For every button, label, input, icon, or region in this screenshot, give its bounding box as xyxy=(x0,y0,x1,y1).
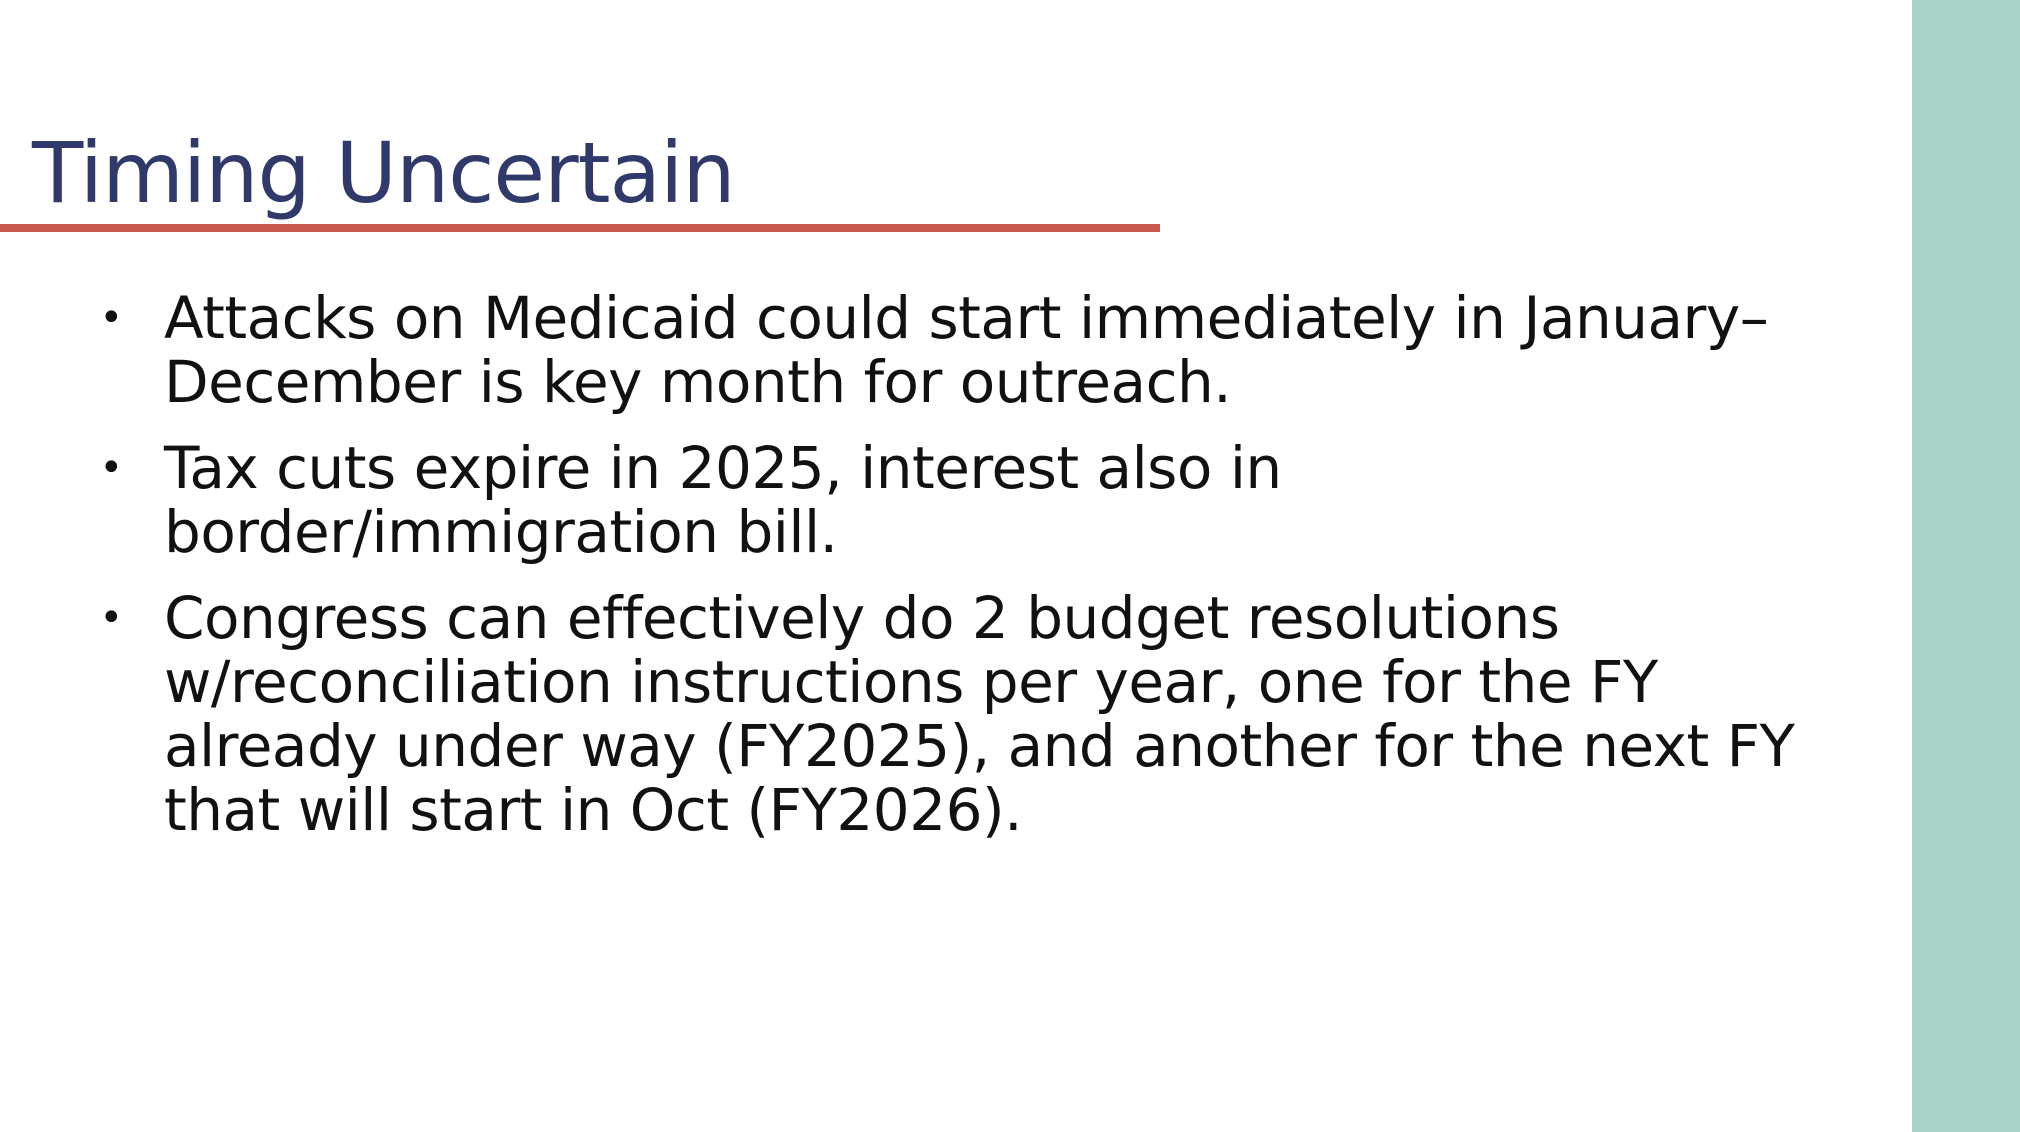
bullet-dot-icon: • xyxy=(99,295,123,341)
bullet-item xyxy=(96,286,1796,414)
bullet-item xyxy=(96,436,1796,564)
bullet-text: Tax cuts expire in 2025, interest also in border/immigration bill. xyxy=(164,434,1282,566)
bullet-dot-icon: • xyxy=(99,595,123,641)
slide-title: Timing Uncertain xyxy=(32,124,735,222)
title-underline xyxy=(0,224,1160,232)
bullet-dot-icon: • xyxy=(99,445,123,491)
side-accent-band xyxy=(1912,0,2020,1132)
bullet-item xyxy=(96,586,1796,842)
bullet-text: Congress can effectively do 2 budget resolutions w/reconciliation instructions per year, one for the FY already under way (FY2025), and another for the next FY that will start in Oct (FY2026). xyxy=(164,584,1795,844)
bullet-text: Attacks on Medicaid could start immediately in January– December is key month for outreach. xyxy=(164,284,1769,416)
bullet-list xyxy=(96,286,1796,864)
